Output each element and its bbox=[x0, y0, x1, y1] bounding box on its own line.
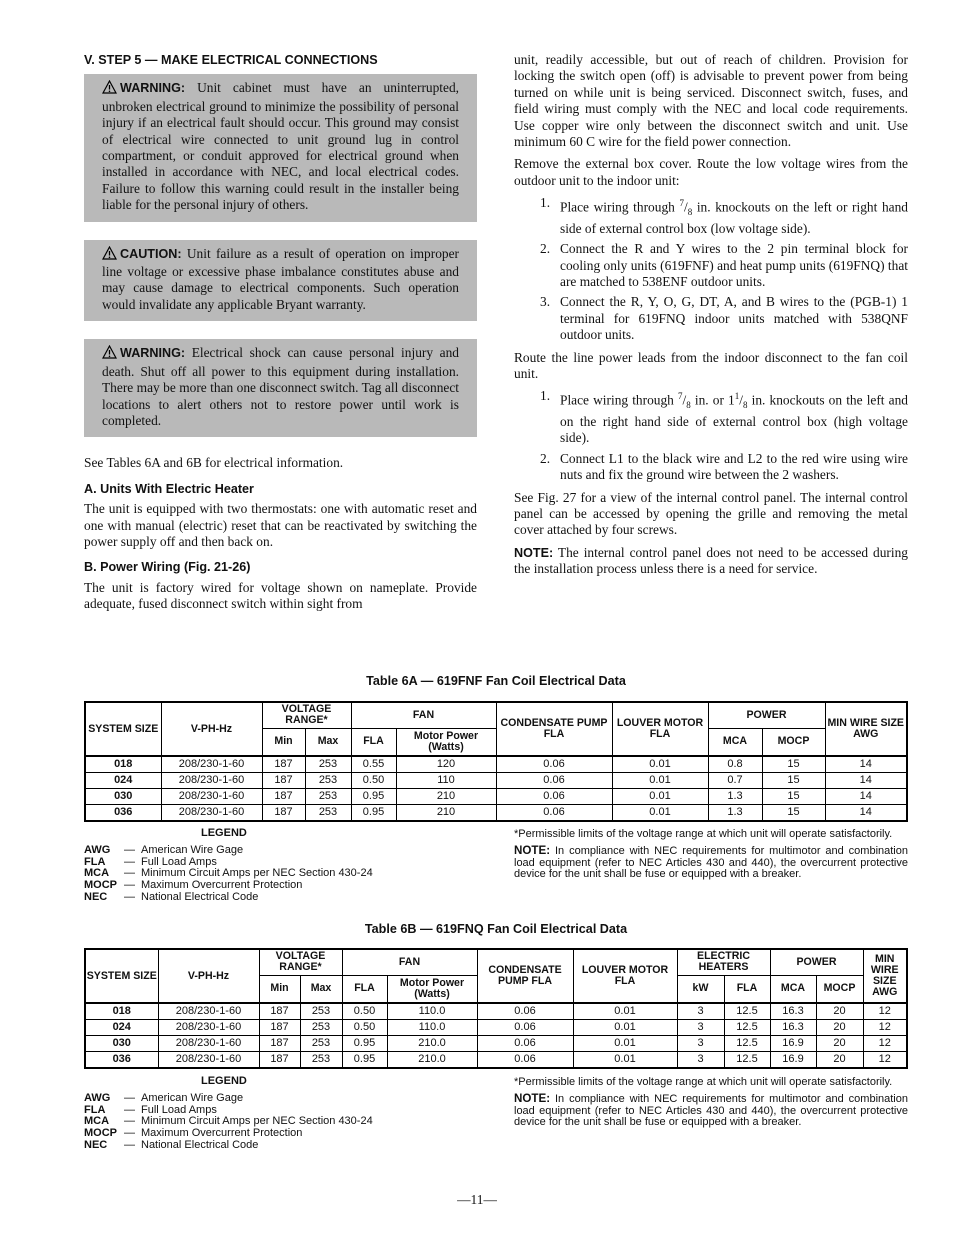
fig27-text: See Fig. 27 for a view of the internal control panel. The internal control panel can be accessed by opening the grille and removing the metal cover attached by four screws. bbox=[514, 489, 908, 538]
table-cell: 20 bbox=[816, 1036, 863, 1052]
right-column bbox=[514, 52, 908, 584]
col-header: FAN bbox=[342, 949, 477, 975]
table-row bbox=[85, 1052, 907, 1069]
legend-item: FLA — Full Load Amps bbox=[84, 855, 217, 868]
page-number: —11— bbox=[457, 1192, 497, 1207]
table-6b-title: Table 6B — 619FNQ Fan Coil Electrical Data bbox=[364, 922, 628, 936]
table-cell: 0.06 bbox=[496, 789, 612, 805]
table-cell: 110.0 bbox=[387, 1003, 477, 1020]
footnote-6b bbox=[514, 1077, 908, 1133]
table-cell: 12.5 bbox=[724, 1020, 770, 1036]
legend-item: NEC — National Electrical Code bbox=[84, 1138, 259, 1151]
table-cell: 16.3 bbox=[770, 1020, 816, 1036]
table-cell: 187 bbox=[262, 773, 305, 789]
permissible-note: *Permissible limits of the voltage range at which unit will operate satisfactorily. bbox=[514, 1076, 893, 1088]
col-header: POWER bbox=[770, 949, 863, 975]
table-cell: 15 bbox=[762, 773, 825, 789]
table-cell: 0.06 bbox=[496, 756, 612, 773]
caution-label: CAUTION: bbox=[120, 246, 182, 261]
col-header: FLA bbox=[342, 975, 387, 1003]
table-cell: 210.0 bbox=[387, 1052, 477, 1069]
low-voltage-steps bbox=[514, 195, 908, 343]
line-power-steps bbox=[514, 388, 908, 483]
col-header: SYSTEM SIZE bbox=[85, 702, 161, 756]
see-tables-text: See Tables 6A and 6B for electrical information. bbox=[84, 455, 344, 471]
nec-note: NOTE: In compliance with NEC requirements for multimotor and combination load equipment (refer to NEC Articles 430 and 440), the overcurrent protective device for the unit shall be fuse or equipped with a breaker. bbox=[514, 843, 908, 881]
table-cell: 253 bbox=[300, 1003, 342, 1020]
table-cell: 253 bbox=[305, 789, 351, 805]
list-item: 1. Place wiring through $^7/_8$ in. knockouts on the left or right hand side of external control box (low voltage side). bbox=[540, 195, 908, 236]
list-item: 3. Connect the R, Y, O, G, DT, A, and B wires to the (PGB-1) 1 terminal for 619FNQ indoor units matched with 538QNF outdoor units. bbox=[540, 294, 908, 343]
system-size-cell: 018 bbox=[85, 1003, 158, 1020]
table-cell: 0.06 bbox=[477, 1052, 573, 1069]
table-cell: 253 bbox=[305, 773, 351, 789]
table-row bbox=[85, 773, 907, 789]
col-header: LOUVER MOTOR FLA bbox=[573, 949, 677, 1003]
col-header: LOUVER MOTOR FLA bbox=[612, 702, 708, 756]
permissible-note: *Permissible limits of the voltage range at which unit will operate satisfactorily. bbox=[514, 828, 893, 840]
col-header: CONDENSATE PUMP FLA bbox=[477, 949, 573, 1003]
table-cell: 253 bbox=[300, 1036, 342, 1052]
table-cell: 0.95 bbox=[351, 805, 396, 822]
table-cell: 16.9 bbox=[770, 1036, 816, 1052]
table-cell: 208/230-1-60 bbox=[161, 805, 262, 822]
caution-box bbox=[84, 240, 477, 322]
list-item: 1. Place wiring through $^7/_8$ in. or $1^1/_8$ in. knockouts on the left and on the right hand side of external control box (high voltage side). bbox=[540, 388, 908, 446]
caution-triangle-icon bbox=[102, 246, 117, 264]
table-row bbox=[85, 1036, 907, 1052]
table-6b bbox=[84, 948, 908, 1069]
list-item: 2. Connect the R and Y wires to the 2 pin terminal block for cooling only units (619FNF) and heat pump units (619FNQ) that are matched to 538ENF outdoor units. bbox=[540, 241, 908, 290]
legend-item: MCA — Minimum Circuit Amps per NEC Section 430-24 bbox=[84, 1115, 373, 1128]
table-cell: 0.06 bbox=[477, 1003, 573, 1020]
system-size-cell: 024 bbox=[85, 773, 161, 789]
table-cell: 208/230-1-60 bbox=[158, 1036, 259, 1052]
table-cell: 12 bbox=[863, 1003, 907, 1020]
table-cell: 0.50 bbox=[351, 773, 396, 789]
table-cell: 0.7 bbox=[708, 773, 762, 789]
warning-triangle-icon bbox=[102, 80, 117, 98]
table-cell: 208/230-1-60 bbox=[158, 1003, 259, 1020]
legend-item: FLA — Full Load Amps bbox=[84, 1103, 217, 1116]
table-cell: 14 bbox=[825, 805, 907, 822]
table-cell: 14 bbox=[825, 789, 907, 805]
system-size-cell: 030 bbox=[85, 789, 161, 805]
table-cell: 3 bbox=[677, 1020, 724, 1036]
table-cell: 0.01 bbox=[612, 773, 708, 789]
table-cell: 0.50 bbox=[342, 1020, 387, 1036]
legend-title: LEGEND bbox=[201, 1075, 247, 1087]
table-cell: 187 bbox=[259, 1020, 300, 1036]
table-cell: 0.01 bbox=[612, 756, 708, 773]
table-cell: 0.01 bbox=[573, 1052, 677, 1069]
table-cell: 12 bbox=[863, 1052, 907, 1069]
table-cell: 16.9 bbox=[770, 1052, 816, 1069]
warning-label: WARNING: bbox=[120, 346, 186, 361]
table-cell: 253 bbox=[305, 805, 351, 822]
col-header: POWER bbox=[708, 702, 825, 728]
table-cell: 120 bbox=[396, 756, 496, 773]
table-cell: 0.01 bbox=[612, 805, 708, 822]
table-cell: 12.5 bbox=[724, 1036, 770, 1052]
table-cell: 210 bbox=[396, 805, 496, 822]
table-row bbox=[85, 756, 907, 773]
col-header: SYSTEM SIZE bbox=[85, 949, 158, 1003]
table-cell: 0.55 bbox=[351, 756, 396, 773]
col-header: CONDENSATE PUMP FLA bbox=[496, 702, 612, 756]
col-header: MIN WIRE SIZE AWG bbox=[863, 949, 907, 1003]
table-cell: 0.06 bbox=[496, 805, 612, 822]
col-header: Max bbox=[300, 975, 342, 1003]
system-size-cell: 030 bbox=[85, 1036, 158, 1052]
table-cell: 15 bbox=[762, 756, 825, 773]
footnote-6a bbox=[514, 829, 908, 885]
table-cell: 0.01 bbox=[612, 789, 708, 805]
table-cell: 20 bbox=[816, 1052, 863, 1069]
left-column bbox=[84, 52, 477, 619]
table-cell: 210.0 bbox=[387, 1036, 477, 1052]
table-cell: 187 bbox=[262, 756, 305, 773]
table-cell: 0.06 bbox=[477, 1036, 573, 1052]
subsection-b-title: B. Power Wiring (Fig. 21-26) bbox=[84, 560, 251, 575]
system-size-cell: 018 bbox=[85, 756, 161, 773]
table-6a bbox=[84, 701, 908, 822]
table-cell: 15 bbox=[762, 789, 825, 805]
col-header: MOCP bbox=[816, 975, 863, 1003]
table-cell: 20 bbox=[816, 1003, 863, 1020]
legend-item: AWG — American Wire Gage bbox=[84, 843, 244, 856]
table-cell: 208/230-1-60 bbox=[158, 1020, 259, 1036]
note-paragraph: NOTE: The internal control panel does not need to be accessed during the installation process unless there is a need for service. bbox=[514, 544, 909, 577]
col-header: FLA bbox=[351, 728, 396, 756]
table-cell: 208/230-1-60 bbox=[158, 1052, 259, 1069]
table-6a-title: Table 6A — 619FNF Fan Coil Electrical Data bbox=[366, 674, 626, 688]
col-header: Min bbox=[262, 728, 305, 756]
col-header: ELECTRIC HEATERS bbox=[677, 949, 770, 975]
subsection-a-title: A. Units With Electric Heater bbox=[84, 481, 254, 496]
table-cell: 0.06 bbox=[477, 1020, 573, 1036]
table-cell: 0.95 bbox=[351, 789, 396, 805]
warning-text: Electrical shock can cause personal injury and death. Shut off all power to this equipment during installation. There may be more than one disconnect switch. Tag all disconnect locations to alert others not to restore power until work is completed. bbox=[102, 345, 459, 428]
table-cell: 15 bbox=[762, 805, 825, 822]
table-cell: 3 bbox=[677, 1003, 724, 1020]
nec-note: NOTE: In compliance with NEC requirements for multimotor and combination load equipment (refer to NEC Articles 430 and 440), the overcurrent protective device for the unit shall be fuse or equipped with a breaker. bbox=[514, 1091, 908, 1129]
table-cell: 0.01 bbox=[573, 1020, 677, 1036]
warning-triangle-icon bbox=[102, 345, 117, 363]
table-cell: 210 bbox=[396, 789, 496, 805]
col-header: Motor Power (Watts) bbox=[396, 728, 496, 756]
col-header: Max bbox=[305, 728, 351, 756]
table-cell: 1.3 bbox=[708, 805, 762, 822]
table-cell: 0.50 bbox=[342, 1003, 387, 1020]
table-6a-body bbox=[85, 756, 907, 821]
legend-item: MCA — Minimum Circuit Amps per NEC Section 430-24 bbox=[84, 867, 373, 880]
table-cell: 187 bbox=[259, 1036, 300, 1052]
route-power-text: Route the line power leads from the indoor disconnect to the fan coil unit. bbox=[514, 349, 908, 382]
col-header: V-PH-Hz bbox=[158, 949, 259, 1003]
table-cell: 3 bbox=[677, 1052, 724, 1069]
table-cell: 14 bbox=[825, 773, 907, 789]
col-header: FAN bbox=[351, 702, 496, 728]
table-cell: 12.5 bbox=[724, 1052, 770, 1069]
table-cell: 187 bbox=[259, 1003, 300, 1020]
col-header: MCA bbox=[708, 728, 762, 756]
table-cell: 110.0 bbox=[387, 1020, 477, 1036]
subsection-b-text: The unit is factory wired for voltage shown on nameplate. Provide adequate, fused disconnect switch within sight from bbox=[84, 579, 477, 612]
table-cell: 3 bbox=[677, 1036, 724, 1052]
table-row bbox=[85, 805, 907, 822]
legend-item: MOCP — Maximum Overcurrent Protection bbox=[84, 879, 303, 892]
table-cell: 208/230-1-60 bbox=[161, 773, 262, 789]
subsection-a-text: The unit is equipped with two thermostats: one with automatic reset and one with manual (electric) reset that can be reactivated by switching the power supply off and then back on. bbox=[84, 501, 477, 549]
table-cell: 12.5 bbox=[724, 1003, 770, 1020]
table-6b-body bbox=[85, 1003, 907, 1068]
col-header: V-PH-Hz bbox=[161, 702, 262, 756]
legend-item: MOCP — Maximum Overcurrent Protection bbox=[84, 1127, 303, 1140]
section-title: V. STEP 5 — MAKE ELECTRICAL CONNECTIONS bbox=[84, 53, 378, 67]
table-cell: 14 bbox=[825, 756, 907, 773]
col-header: FLA bbox=[724, 975, 770, 1003]
table-cell: 187 bbox=[262, 805, 305, 822]
col-header: MCA bbox=[770, 975, 816, 1003]
col-header: MIN WIRE SIZE AWG bbox=[825, 702, 907, 756]
legend-title: LEGEND bbox=[201, 827, 247, 839]
table-cell: 0.01 bbox=[573, 1036, 677, 1052]
table-cell: 208/230-1-60 bbox=[161, 789, 262, 805]
legend-6b bbox=[84, 1076, 404, 1152]
continuation-text: unit, readily accessible, but out of reach of children. Provision for locking the switch open (off) is advisable to prevent power from being turned on while unit is being serviced. Disconnect switch, fuses, and field wiring must comply with the NEC and local code requirements. Use copper wire only between the disconnect switch and unit. Use minimum 60 C wire for the field power connection. bbox=[514, 52, 908, 150]
remove-cover-text: Remove the external box cover. Route the low voltage wires from the outdoor unit to the indoor unit: bbox=[514, 156, 908, 188]
table-cell: 20 bbox=[816, 1020, 863, 1036]
warning-text: Unit cabinet must have an uninterrupted, unbroken electrical ground to minimize the possibility of personal injury if an electrical fault should occur. This ground may consist of electrical wire connected to unit ground lug in control compartment, or conduit approved for electrical ground when installed in accordance with NEC, and local electrical codes. Failure to follow this warning could result in the installer being liable for the personal injury of others. bbox=[102, 80, 459, 213]
table-cell: 253 bbox=[300, 1020, 342, 1036]
table-cell: 12 bbox=[863, 1036, 907, 1052]
table-cell: 187 bbox=[259, 1052, 300, 1069]
table-cell: 253 bbox=[300, 1052, 342, 1069]
table-row bbox=[85, 789, 907, 805]
table-cell: 0.06 bbox=[496, 773, 612, 789]
system-size-cell: 036 bbox=[85, 1052, 158, 1069]
table-cell: 0.95 bbox=[342, 1036, 387, 1052]
table-cell: 187 bbox=[262, 789, 305, 805]
table-cell: 0.01 bbox=[573, 1003, 677, 1020]
caution-text: Unit failure as a result of operation on improper line voltage or excessive phase imbalance constitutes abuse and may cause damage to electrical components. Such operation would invalidate any applicable Bryant warranty. bbox=[102, 245, 459, 312]
table-row bbox=[85, 1020, 907, 1036]
col-header: VOLTAGE RANGE* bbox=[259, 949, 342, 975]
col-header: Motor Power (Watts) bbox=[387, 975, 477, 1003]
warning-box-shock bbox=[84, 339, 477, 437]
table-cell: 253 bbox=[305, 756, 351, 773]
col-header: VOLTAGE RANGE* bbox=[262, 702, 351, 728]
table-row bbox=[85, 1003, 907, 1020]
table-cell: 12 bbox=[863, 1020, 907, 1036]
table-cell: 1.3 bbox=[708, 789, 762, 805]
table-cell: 110 bbox=[396, 773, 496, 789]
system-size-cell: 036 bbox=[85, 805, 161, 822]
col-header: Min bbox=[259, 975, 300, 1003]
table-cell: 16.3 bbox=[770, 1003, 816, 1020]
col-header: MOCP bbox=[762, 728, 825, 756]
legend-item: NEC — National Electrical Code bbox=[84, 890, 259, 903]
system-size-cell: 024 bbox=[85, 1020, 158, 1036]
warning-label: WARNING: bbox=[120, 81, 186, 96]
col-header: kW bbox=[677, 975, 724, 1003]
table-cell: 0.95 bbox=[342, 1052, 387, 1069]
legend-item: AWG — American Wire Gage bbox=[84, 1091, 244, 1104]
warning-box-ground bbox=[84, 74, 477, 221]
table-cell: 0.8 bbox=[708, 756, 762, 773]
table-cell: 208/230-1-60 bbox=[161, 756, 262, 773]
legend-6a bbox=[84, 828, 404, 904]
list-item: 2. Connect L1 to the black wire and L2 to the red wire using wire nuts and fix the ground wire between the 2 washers. bbox=[540, 450, 908, 483]
